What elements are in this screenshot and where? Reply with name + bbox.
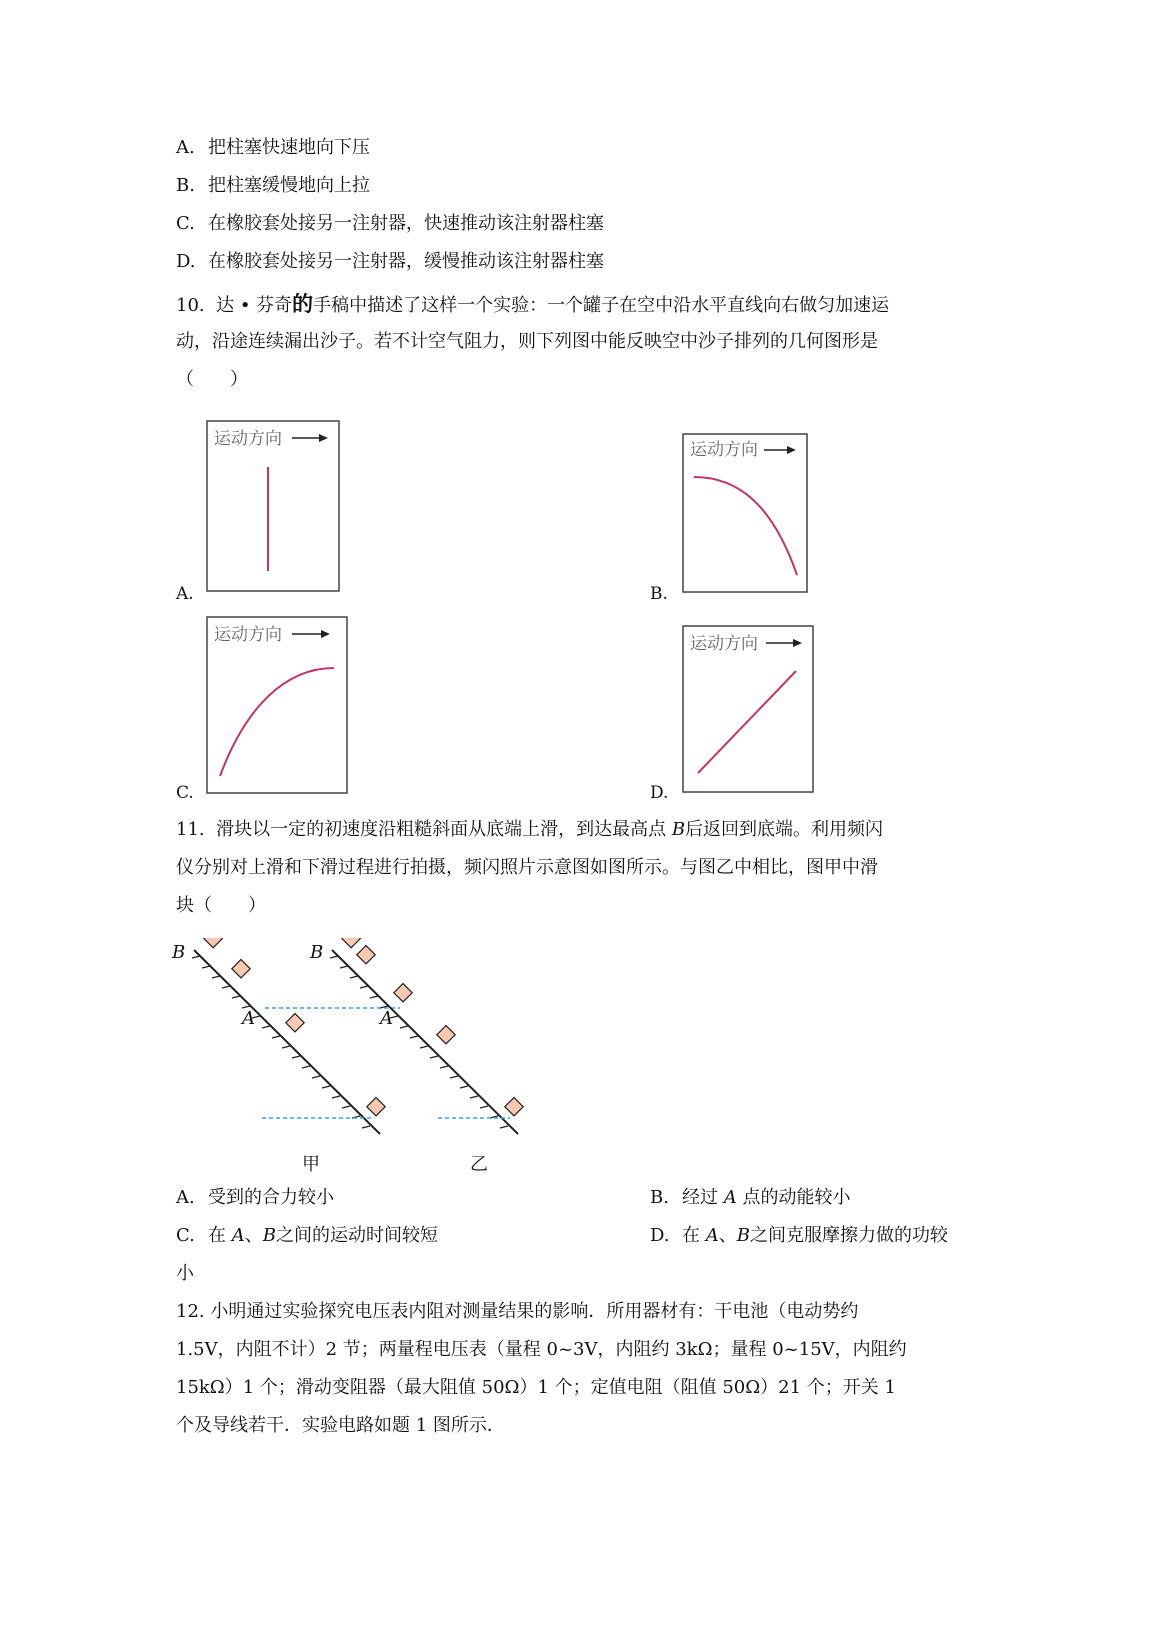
text-segment: 手稿中描述了这样一个实验：一个罐子在空中沿水平直线向右做匀加速运 [313,295,890,316]
question-number: 10. [176,295,205,316]
q11-stem-line1 [176,818,883,842]
q12-stem-line3: 15kΩ）1 个；滑动变阻器（最大阻值 50Ω）1 个；定值电阻（阻值 50Ω）21 个；开关 1 [176,1377,896,1398]
option-label: B. [176,175,195,196]
sand-curve [220,668,334,776]
box-title: 运动方向 [214,625,282,645]
text-segment: 达 • 芬奇 [216,295,293,316]
point-label: B [671,819,686,840]
q12-stem-line2: 1.5V，内阻不计）2 节；两量程电压表（量程 0~3V，内阻约 3kΩ；量程 0~15V，内阻约 [176,1339,907,1360]
figure-caption: 乙 [470,1154,488,1174]
point-label: B [262,1225,276,1246]
q11-option-b [650,1186,850,1210]
question-number: 11. [176,819,205,840]
incline-hatching [192,956,370,1128]
figure-label-a: A. [176,584,194,604]
slider-block [286,1014,304,1032]
text-segment: 在 [682,1225,706,1246]
point-label: A [231,1225,245,1246]
point-label-a: A [242,1008,255,1029]
figure-label-c: C. [176,783,194,803]
option-label: D. [650,1225,670,1246]
q9-option-a [176,136,370,160]
slider-block [437,1026,455,1044]
option-label: D. [176,251,196,272]
arrow-right-icon [292,434,328,442]
q11-stem-line3: 块（ ） [176,895,266,916]
q11-stem-line2: 仪分别对上滑和下滑过程进行拍摄，频闪照片示意图如图所示。与图乙中相比，图甲中滑 [176,857,878,878]
box-title: 运动方向 [690,440,758,460]
figure-label-d: D. [650,783,669,803]
slider-block [394,984,412,1002]
incline-surface [332,950,518,1134]
q10-stem-line1 [176,292,889,318]
q12-stem-line4: 个及导线若干．实验电路如题 1 图所示． [176,1415,505,1436]
q11-incline-figure [170,938,550,1174]
arrow-right-icon [766,639,802,647]
text-segment: 的 [292,291,314,316]
option-text: 把柱塞快速地向下压 [208,137,370,158]
incline-left [171,938,385,1174]
box-title: 运动方向 [690,634,758,654]
box-title: 运动方向 [214,429,282,449]
q9-option-b [176,174,370,198]
option-label: B. [650,1187,669,1208]
slider-block [204,938,222,948]
q11-option-d [650,1224,948,1248]
q9-option-c [176,212,604,236]
q11-option-c [176,1224,438,1248]
option-text: 把柱塞缓慢地向上拉 [208,175,370,196]
q9-option-d [176,250,604,274]
option-label: C. [176,1225,195,1246]
text-segment: 、 [244,1225,263,1246]
text-segment: 后返回到底端。利用频闪 [685,819,884,840]
q10-stem-line2: 动，沿途连续漏出沙子。若不计空气阻力，则下列图中能反映空中沙子排列的几何图形是 [176,331,878,352]
slider-block [357,946,375,964]
option-label: A. [176,137,195,158]
text-segment: 之间克服摩擦力做的功较 [749,1225,948,1246]
q10-figure-a [206,420,342,594]
q10-stem-line3: （ ） [176,369,248,390]
text-segment: 、 [718,1225,737,1246]
sand-line [698,671,796,773]
text-segment: 在 [208,1225,232,1246]
slider-block [232,960,250,978]
slider-block [367,1098,385,1116]
q10-figure-d [682,625,816,795]
q11-option-d-wrap: 小 [176,1263,194,1284]
arrow-right-icon [764,446,796,454]
point-label-b: B [172,942,186,963]
point-label: A [723,1187,737,1208]
figure-caption: 甲 [302,1154,320,1174]
text-segment: 经过 [682,1187,724,1208]
q11-option-a [176,1186,334,1210]
figure-label-b: B. [650,584,668,604]
option-label: A. [176,1187,195,1208]
slider-block [342,938,360,948]
arrow-right-icon [292,630,330,638]
text-segment: 点的动能较小 [736,1187,851,1208]
text-segment: 之间的运动时间较短 [275,1225,438,1246]
q12-stem-line1: 12. 小明通过实验探究电压表内阻对测量结果的影响．所用器材有：干电池（电动势约 [176,1301,859,1322]
sand-curve [694,477,797,575]
point-label: A [705,1225,719,1246]
option-text: 受到的合力较小 [208,1187,334,1208]
incline-right [309,938,523,1174]
incline-hatching [330,956,508,1128]
slider-block [505,1098,523,1116]
point-label-a: A [380,1008,393,1029]
option-text: 在橡胶套处接另一注射器，快速推动该注射器柱塞 [208,213,604,234]
text-segment: 滑块以一定的初速度沿粗糙斜面从底端上滑，到达最高点 [216,819,672,840]
option-label: C. [176,213,195,234]
q10-figure-b [682,433,810,595]
point-label-b: B [310,942,324,963]
q10-figure-c [206,616,350,796]
point-label: B [736,1225,750,1246]
option-text: 在橡胶套处接另一注射器，缓慢推动该注射器柱塞 [208,251,604,272]
